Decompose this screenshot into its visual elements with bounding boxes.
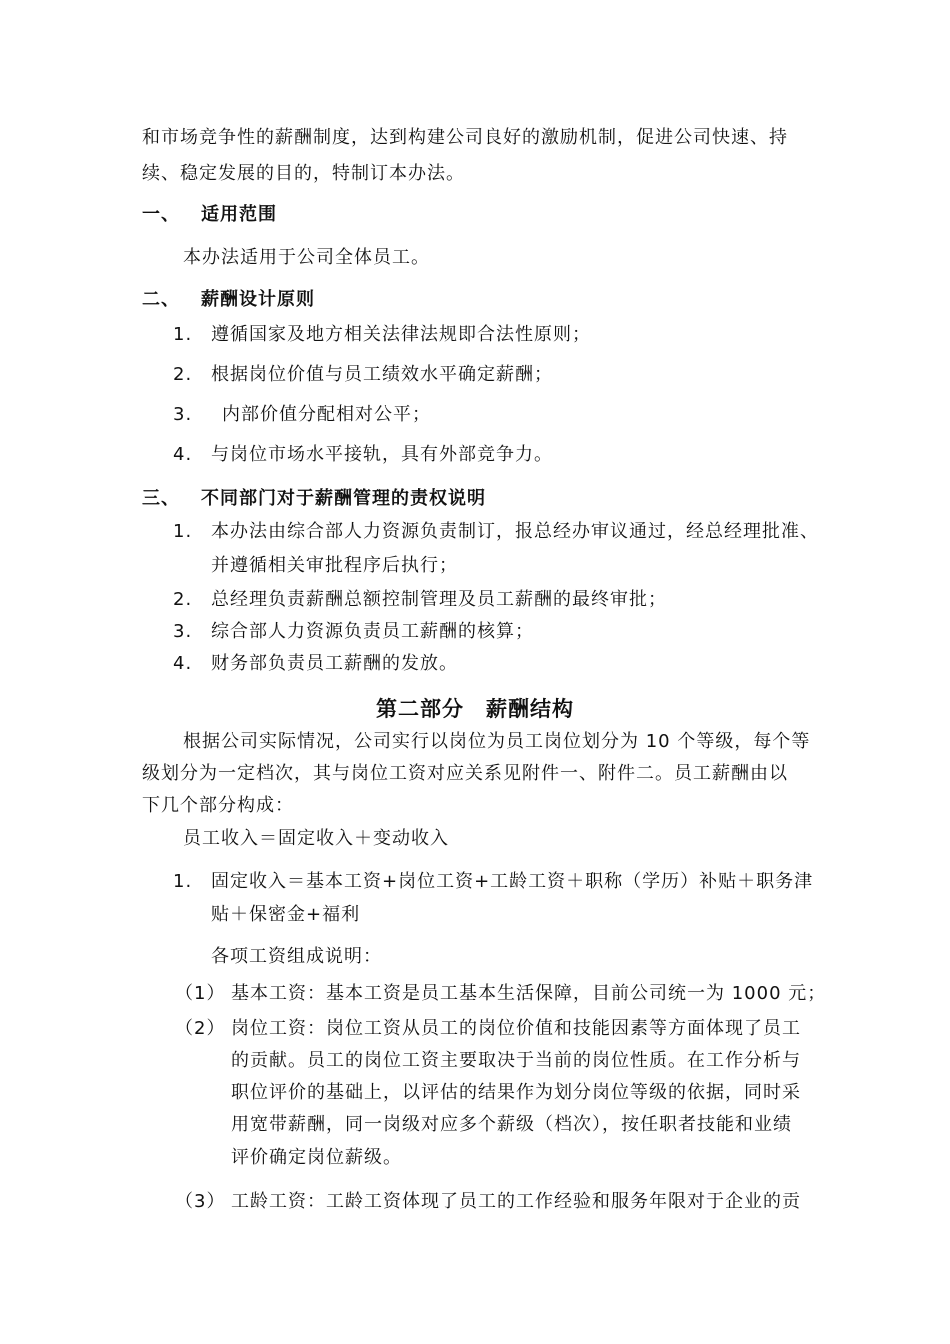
section2-item-1-num: 1. — [173, 324, 193, 345]
part2-item-1-num: 1. — [173, 871, 193, 892]
section2-item-4-num: 4. — [173, 444, 193, 465]
sub1-num: （1） — [175, 983, 226, 1004]
section2-item-2-num: 2. — [173, 364, 193, 385]
sub1-text: 基本工资：基本工资是员工基本生活保障，目前公司统一为 1000 元； — [231, 983, 827, 1004]
intro-line-2: 续、稳定发展的目的，特制订本办法。 — [142, 163, 465, 184]
explain-heading: 各项工资组成说明： — [211, 946, 382, 967]
sub2-num: （2） — [175, 1018, 226, 1039]
sub3-text: 工龄工资：工龄工资体现了员工的工作经验和服务年限对于企业的贡 — [231, 1191, 801, 1212]
section2-item-1-text: 遵循国家及地方相关法律法规即合法性原则； — [211, 324, 591, 345]
section3-item-2-text: 总经理负责薪酬总额控制管理及员工薪酬的最终审批； — [211, 589, 667, 610]
section2-heading: 薪酬设计原则 — [201, 289, 315, 310]
section3-item-1-num: 1. — [173, 521, 193, 542]
section1-number: 一、 — [142, 204, 180, 225]
part2-para-line-1: 根据公司实际情况，公司实行以岗位为员工岗位划分为 10 个等级，每个等 — [183, 731, 811, 752]
part2-item-1-line-1: 固定收入＝基本工资+岗位工资+工龄工资＋职称（学历）补贴＋职务津 — [211, 871, 814, 892]
section3-heading: 不同部门对于薪酬管理的责权说明 — [201, 488, 486, 509]
section2-item-2-text: 根据岗位价值与员工绩效水平确定薪酬； — [211, 364, 553, 385]
sub2-line-3: 职位评价的基础上，以评估的结果作为划分岗位等级的依据，同时采 — [231, 1082, 801, 1103]
part2-para-line-3: 下几个部分构成： — [142, 795, 294, 816]
section3-item-2-num: 2. — [173, 589, 193, 610]
section3-item-1-text: 本办法由综合部人力资源负责制订，报总经办审议通过，经总经理批准、 — [211, 521, 819, 542]
sub3-num: （3） — [175, 1191, 226, 1212]
section3-item-1-text-cont: 并遵循相关审批程序后执行； — [211, 555, 458, 576]
section3-item-3-text: 综合部人力资源负责员工薪酬的核算； — [211, 621, 534, 642]
section1-body: 本办法适用于公司全体员工。 — [183, 247, 430, 268]
section3-item-3-num: 3. — [173, 621, 193, 642]
section2-number: 二、 — [142, 289, 180, 310]
income-formula: 员工收入＝固定收入＋变动收入 — [183, 828, 449, 849]
sub2-line-4: 用宽带薪酬，同一岗级对应多个薪级（档次），按任职者技能和业绩 — [231, 1114, 792, 1135]
part2-item-1-line-2: 贴＋保密金+福利 — [211, 904, 361, 925]
section3-number: 三、 — [142, 488, 180, 509]
sub2-line-5: 评价确定岗位薪级。 — [231, 1147, 402, 1168]
section1-heading: 适用范围 — [201, 204, 277, 225]
section3-item-4-text: 财务部负责员工薪酬的发放。 — [211, 653, 458, 674]
section2-item-3-num: 3. — [173, 404, 193, 425]
part2-title: 第二部分 薪酬结构 — [376, 697, 574, 721]
section2-item-4-text: 与岗位市场水平接轨，具有外部竞争力。 — [211, 444, 553, 465]
sub2-line-1: 岗位工资：岗位工资从员工的岗位价值和技能因素等方面体现了员工 — [231, 1018, 801, 1039]
part2-para-line-2: 级划分为一定档次，其与岗位工资对应关系见附件一、附件二。员工薪酬由以 — [142, 763, 788, 784]
sub2-line-2: 的贡献。员工的岗位工资主要取决于当前的岗位性质。在工作分析与 — [231, 1050, 801, 1071]
section2-item-3-text: 内部价值分配相对公平； — [222, 404, 431, 425]
section3-item-4-num: 4. — [173, 653, 193, 674]
intro-line-1: 和市场竞争性的薪酬制度，达到构建公司良好的激励机制，促进公司快速、持 — [142, 127, 788, 148]
